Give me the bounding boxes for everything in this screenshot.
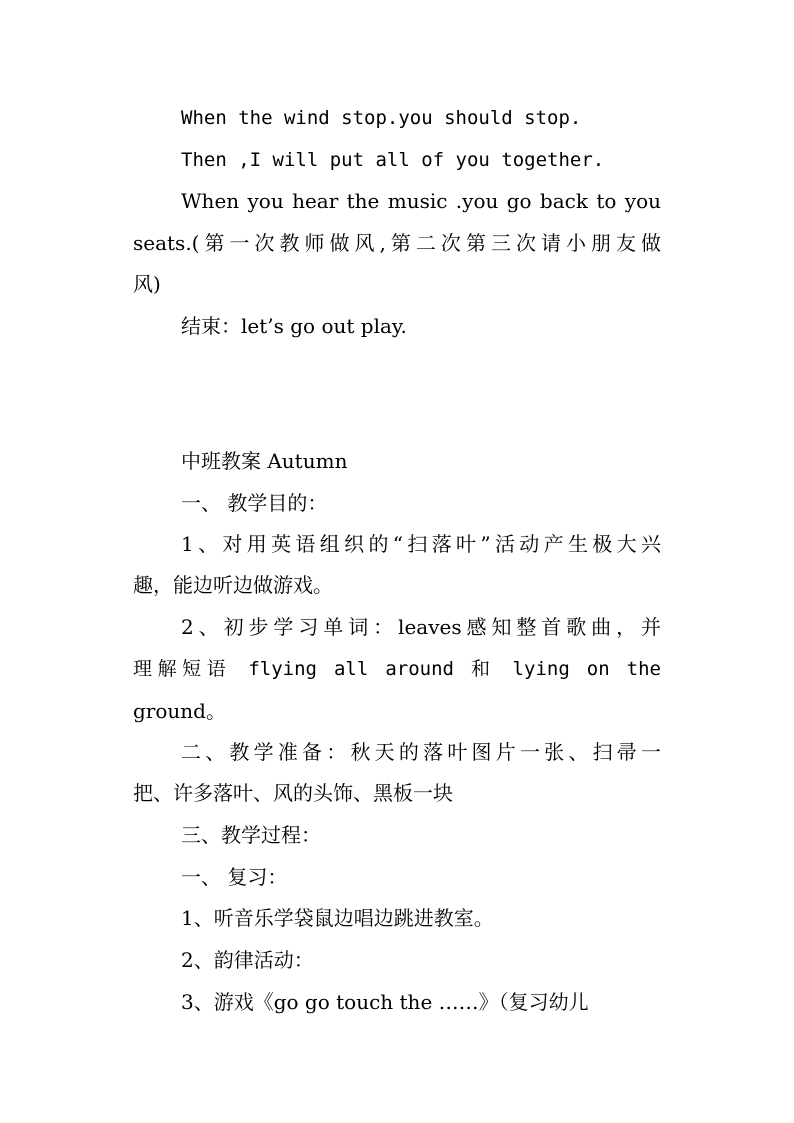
text-line: 2、初步学习单词：leaves感知整首歌曲，并 (181, 615, 661, 639)
text-line: 3、游戏《go go touch the ……》（复习幼儿 (181, 990, 589, 1014)
text-line: 结束：let’s go out play. (181, 314, 407, 338)
text-line: When you hear the music .you go back to you (181, 189, 661, 213)
text-line: 二、教学准备：秋天的落叶图片一张、扫帚一 (181, 740, 661, 764)
text-line: 2、韵律活动： (181, 948, 314, 972)
section-heading: 一、 复习： (181, 865, 288, 889)
text-line: seats.(第一次教师做风,第二次第三次请小朋友做 (133, 231, 661, 255)
text-line: When the wind stop.you should stop. (181, 107, 582, 129)
section-heading: 一、 教学目的： (181, 491, 328, 515)
text-line: ground。 (133, 699, 226, 723)
text-line: 把、许多落叶、风的头饰、黑板一块 (133, 781, 453, 805)
lesson-title: 中班教案 Autumn (181, 449, 348, 473)
text-line: 1、对用英语组织的“扫落叶”活动产生极大兴 (181, 532, 661, 556)
text-line: 理解短语 flying all around 和 lying on the (133, 658, 661, 680)
text-line: 趣，能边听边做游戏。 (133, 573, 333, 597)
text-line: 风) (133, 272, 161, 296)
text-line: Then ,I will put all of you together. (181, 149, 605, 171)
section-heading: 三、教学过程： (181, 823, 321, 847)
text-line: 1、听音乐学袋鼠边唱边跳进教室。 (181, 906, 494, 930)
